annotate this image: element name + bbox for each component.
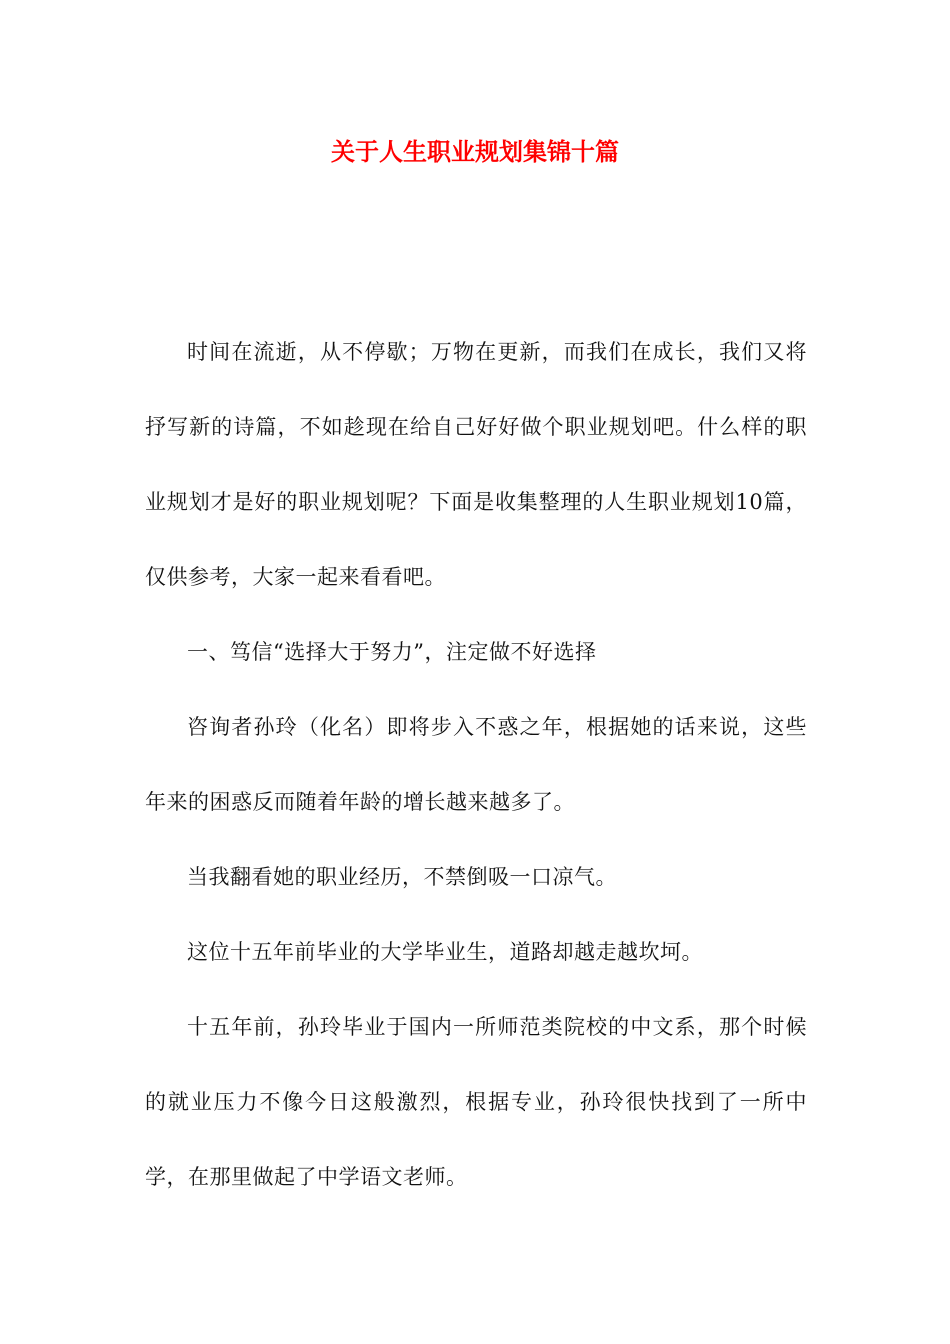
paragraph: 咨询者孙玲（化名）即将步入不惑之年，根据她的话来说，这些年来的困惑反而随着年龄的增长越来越多了。 (145, 715, 807, 814)
document-title: 关于人生职业规划集锦十篇 (331, 137, 619, 166)
paragraph: 这位十五年前毕业的大学毕业生，道路却越走越坎坷。 (187, 940, 703, 964)
section-heading-1: 一、笃信“选择大于努力”，注定做不好选择 (187, 640, 597, 664)
paragraph-intro: 时间在流逝，从不停歇；万物在更新，而我们在成长，我们又将抒写新的诗篇，不如趁现在给自己好好做个职业规划吧。什么样的职业规划才是好的职业规划呢？下面是收集整理的人生职业规划10篇，仅供参考，大家一起来看看吧。 (145, 340, 807, 589)
paragraph: 十五年前，孙玲毕业于国内一所师范类院校的中文系，那个时候的就业压力不像今日这般激烈，根据专业，孙玲很快找到了一所中学，在那里做起了中学语文老师。 (145, 1015, 807, 1189)
document-body (145, 315, 807, 1215)
paragraph: 当我翻看她的职业经历，不禁倒吸一口凉气。 (187, 865, 617, 889)
